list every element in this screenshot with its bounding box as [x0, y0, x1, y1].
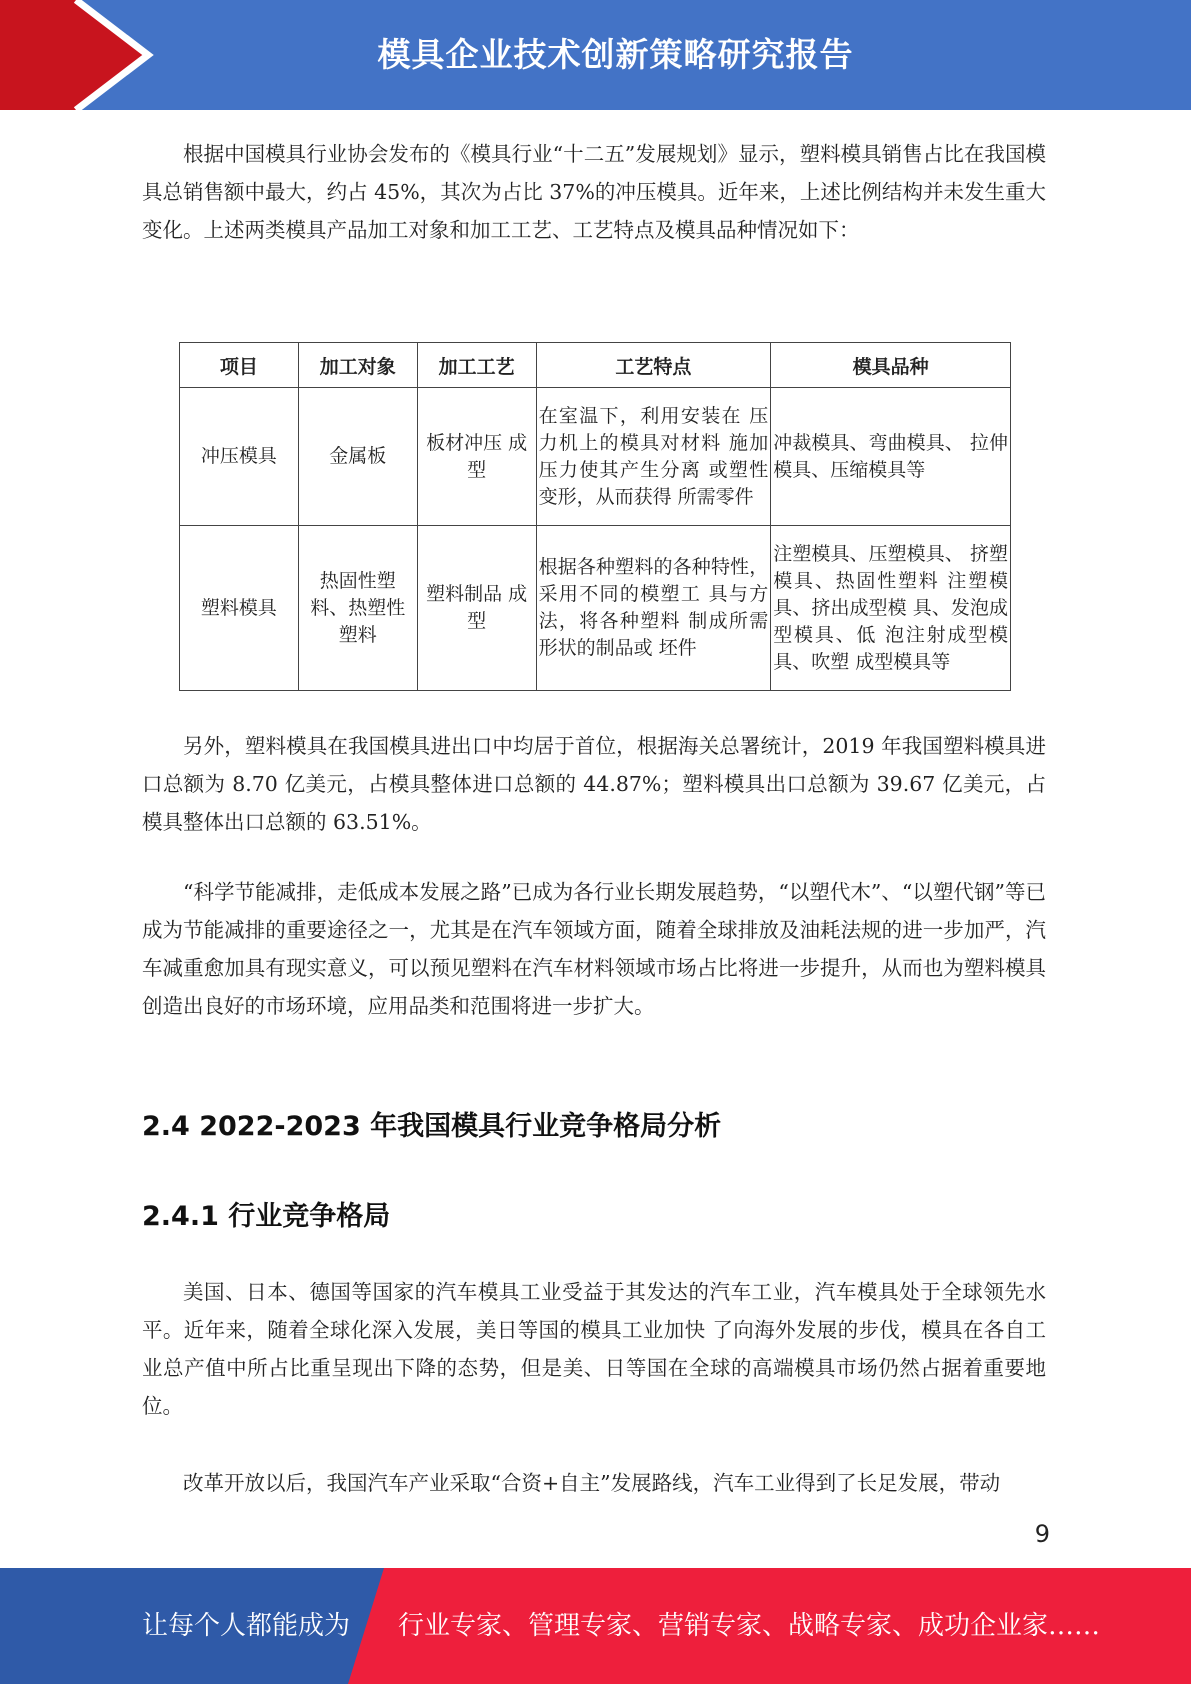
- paragraph-mold-share: 根据中国模具行业协会发布的《模具行业“十二五”发展规划》显示，塑料模具销售占比在我国模具总销售额中最大，约占 45%，其次为占比 37%的冲压模具。近年来，上述比例结构并未发生重大变化。上述两类模具产品加工对象和加工工艺、工艺特点及模具品种情况如下：: [142, 142, 1046, 242]
- table-header-cell: 工艺特点: [536, 343, 771, 388]
- table-header-cell: 模具品种: [771, 343, 1011, 388]
- report-title: 模具企业技术创新策略研究报告: [377, 35, 854, 74]
- table-header-cell: 加工工艺: [417, 343, 536, 388]
- table-cell: 塑料模具: [180, 526, 299, 691]
- table-cell: 在室温下，利用安装在 压力机上的模具对材料 施加压力使其产生分离 或塑性变形，从而获得 所需零件: [536, 388, 771, 526]
- page-number: 9: [1034, 1520, 1050, 1548]
- table-cell: 冲压模具: [180, 388, 299, 526]
- paragraph-energy-saving: “科学节能减排，走低成本发展之路”已成为各行业长期发展趋势，“以塑代木”、“以塑代钢”等已成为节能减排的重要途径之一，尤其是在汽车领域方面，随着全球排放及油耗法规的进一步加严，汽车减重愈加具有现实意义，可以预见塑料在汽车材料领域市场占比将进一步提升，从而也为塑料模具创造出良好的市场环境，应用品类和范围将进一步扩大。: [142, 880, 1046, 1018]
- paragraph-global-competition: 美国、日本、德国等国家的汽车模具工业受益于其发达的汽车工业，汽车模具处于全球领先水平。近年来，随着全球化深入发展，美日等国的模具工业加快 了向海外发展的步伐，模具在各自工业总产值中所占比重呈现出下降的态势，但是美、日等国在全球的高端模具市场仍然占据着重要地位。: [142, 1280, 1046, 1418]
- table-header-row: [180, 343, 1011, 388]
- section-heading-2-4: 2.4 2022-2023 年我国模具行业竞争格局分析: [142, 1111, 722, 1142]
- section-heading-2-4-1: 2.4.1 行业竞争格局: [142, 1201, 391, 1232]
- table-cell: 板材冲压 成型: [417, 388, 536, 526]
- table-row: [180, 388, 1011, 526]
- table-cell: 根据各种塑料的各种特性，采用不同的模塑工 具与方法，将各种塑料 制成所需形状的制品或 坯件: [536, 526, 771, 691]
- table-header-cell: 加工对象: [298, 343, 417, 388]
- footer-slogan-left: 让每个人都能成为: [142, 1611, 351, 1641]
- table-cell: 塑料制品 成型: [417, 526, 536, 691]
- page-header: [0, 0, 1191, 110]
- paragraph-reform: 改革开放以后，我国汽车产业采取“合资+自主”发展路线，汽车工业得到了长足发展，带动: [183, 1471, 1001, 1495]
- paragraph-import-export: 另外，塑料模具在我国模具进出口中均居于首位，根据海关总署统计，2019 年我国塑料模具进口总额为 8.70 亿美元，占模具整体进口总额的 44.87%；塑料模具出口总额为 39.67 亿美元，占模具整体出口总额的 63.51%。: [142, 734, 1046, 834]
- table-header-cell: 项目: [180, 343, 299, 388]
- footer-slogan-right: 行业专家、管理专家、营销专家、战略专家、成功企业家……: [398, 1611, 1101, 1641]
- table-cell: 热固性塑料、热塑性塑料: [298, 526, 417, 691]
- table-row: [180, 526, 1011, 691]
- table-cell: 冲裁模具、弯曲模具、 拉伸模具、压缩模具等: [771, 388, 1011, 526]
- table-cell: 金属板: [298, 388, 417, 526]
- table-cell: 注塑模具、压塑模具、 挤塑模具、热固性塑料 注塑模具、挤出成型模 具、发泡成型模具、低 泡注射成型模具、吹塑 成型模具等: [771, 526, 1011, 691]
- mold-comparison-table: [179, 342, 1011, 691]
- page-footer: [0, 1568, 1191, 1684]
